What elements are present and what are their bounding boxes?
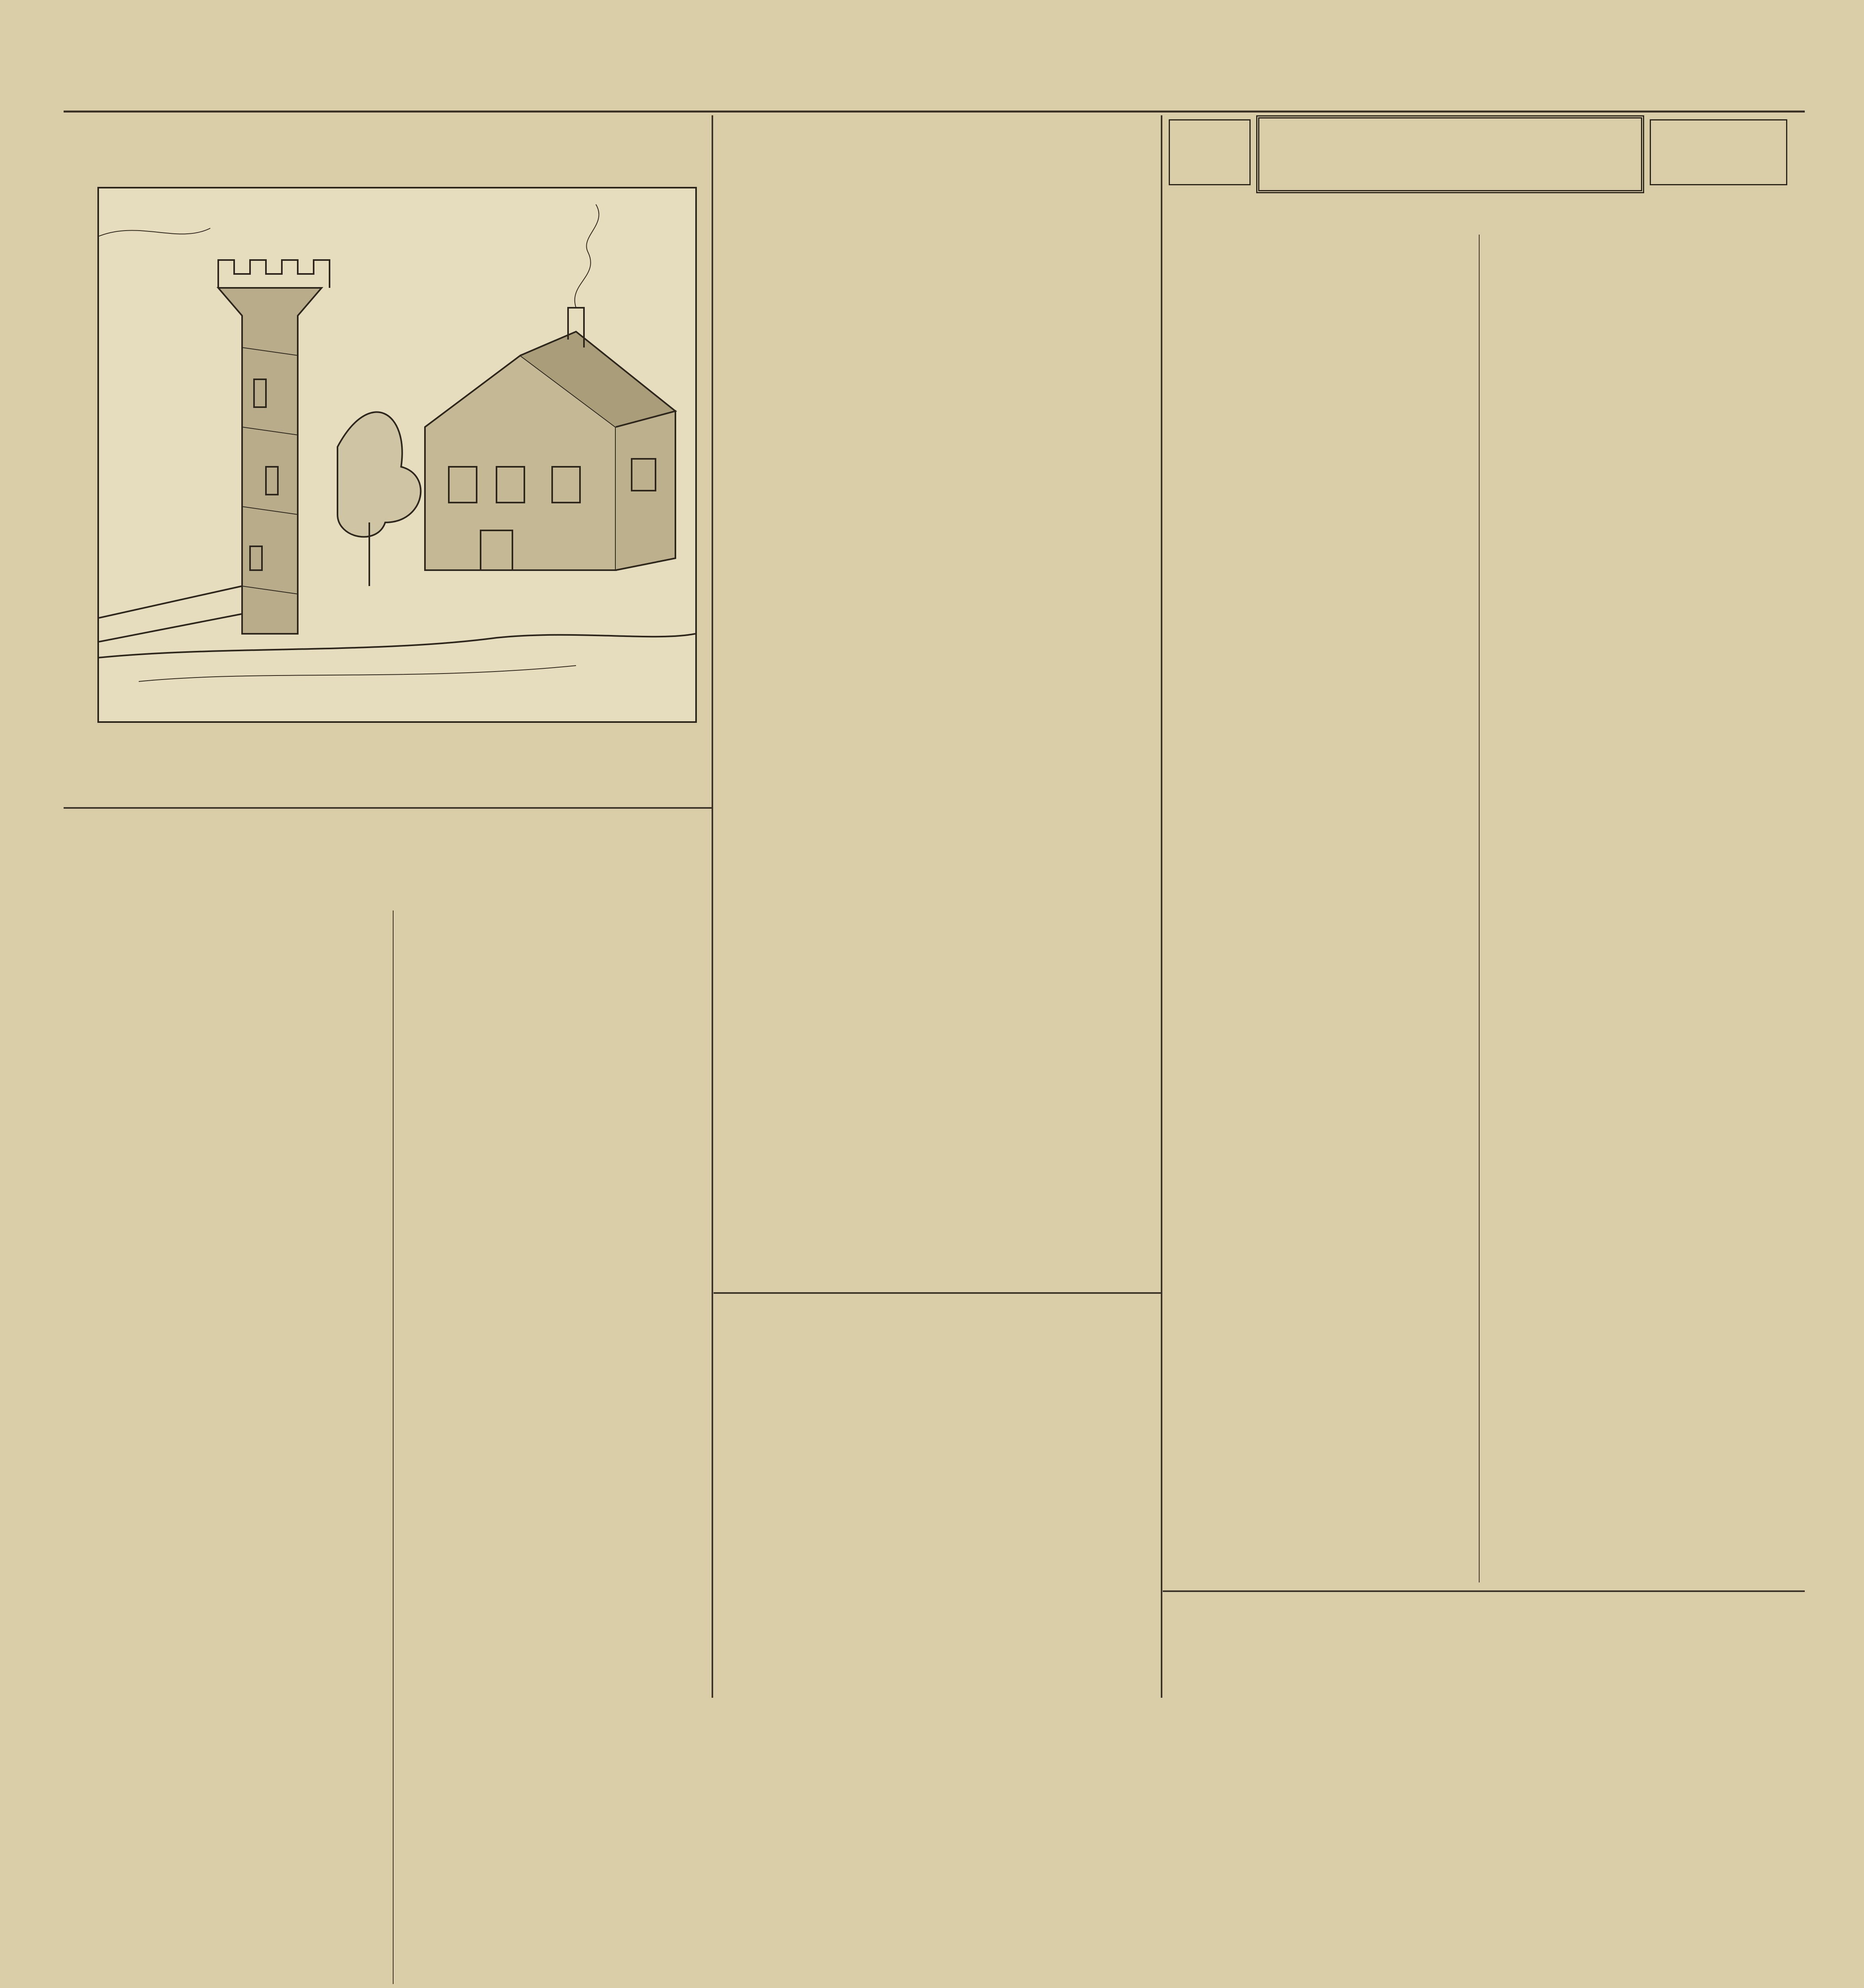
okolo-text xyxy=(723,211,1155,974)
column-rule xyxy=(712,115,713,1698)
obrazky-title-box xyxy=(1256,115,1644,193)
obrazky-left-box-text xyxy=(1170,120,1249,128)
obrazky-right-box xyxy=(1650,119,1787,185)
column-rule xyxy=(393,911,394,1984)
column-rule xyxy=(1161,115,1162,1698)
ruzne-text xyxy=(723,1662,1155,1694)
pamatnosti-image xyxy=(97,187,697,723)
section-rule xyxy=(64,807,712,809)
section-rule xyxy=(1163,1590,1805,1592)
vesele-text xyxy=(723,1360,1155,1622)
okolo-news-text xyxy=(723,998,1155,1268)
hollywood-column-1 xyxy=(76,911,386,1984)
masthead-rule xyxy=(64,111,1805,113)
hollywood-column-2 xyxy=(400,911,706,1960)
loupez-column-2 xyxy=(1487,235,1789,1559)
otakarova-basta-drawing xyxy=(99,188,695,721)
column-rule xyxy=(1479,235,1480,1582)
section-rule xyxy=(714,1292,1161,1294)
obrazky-left-box xyxy=(1169,119,1251,185)
obrazky-right-box-text xyxy=(1651,120,1786,130)
loupez-column-1 xyxy=(1171,235,1473,1567)
